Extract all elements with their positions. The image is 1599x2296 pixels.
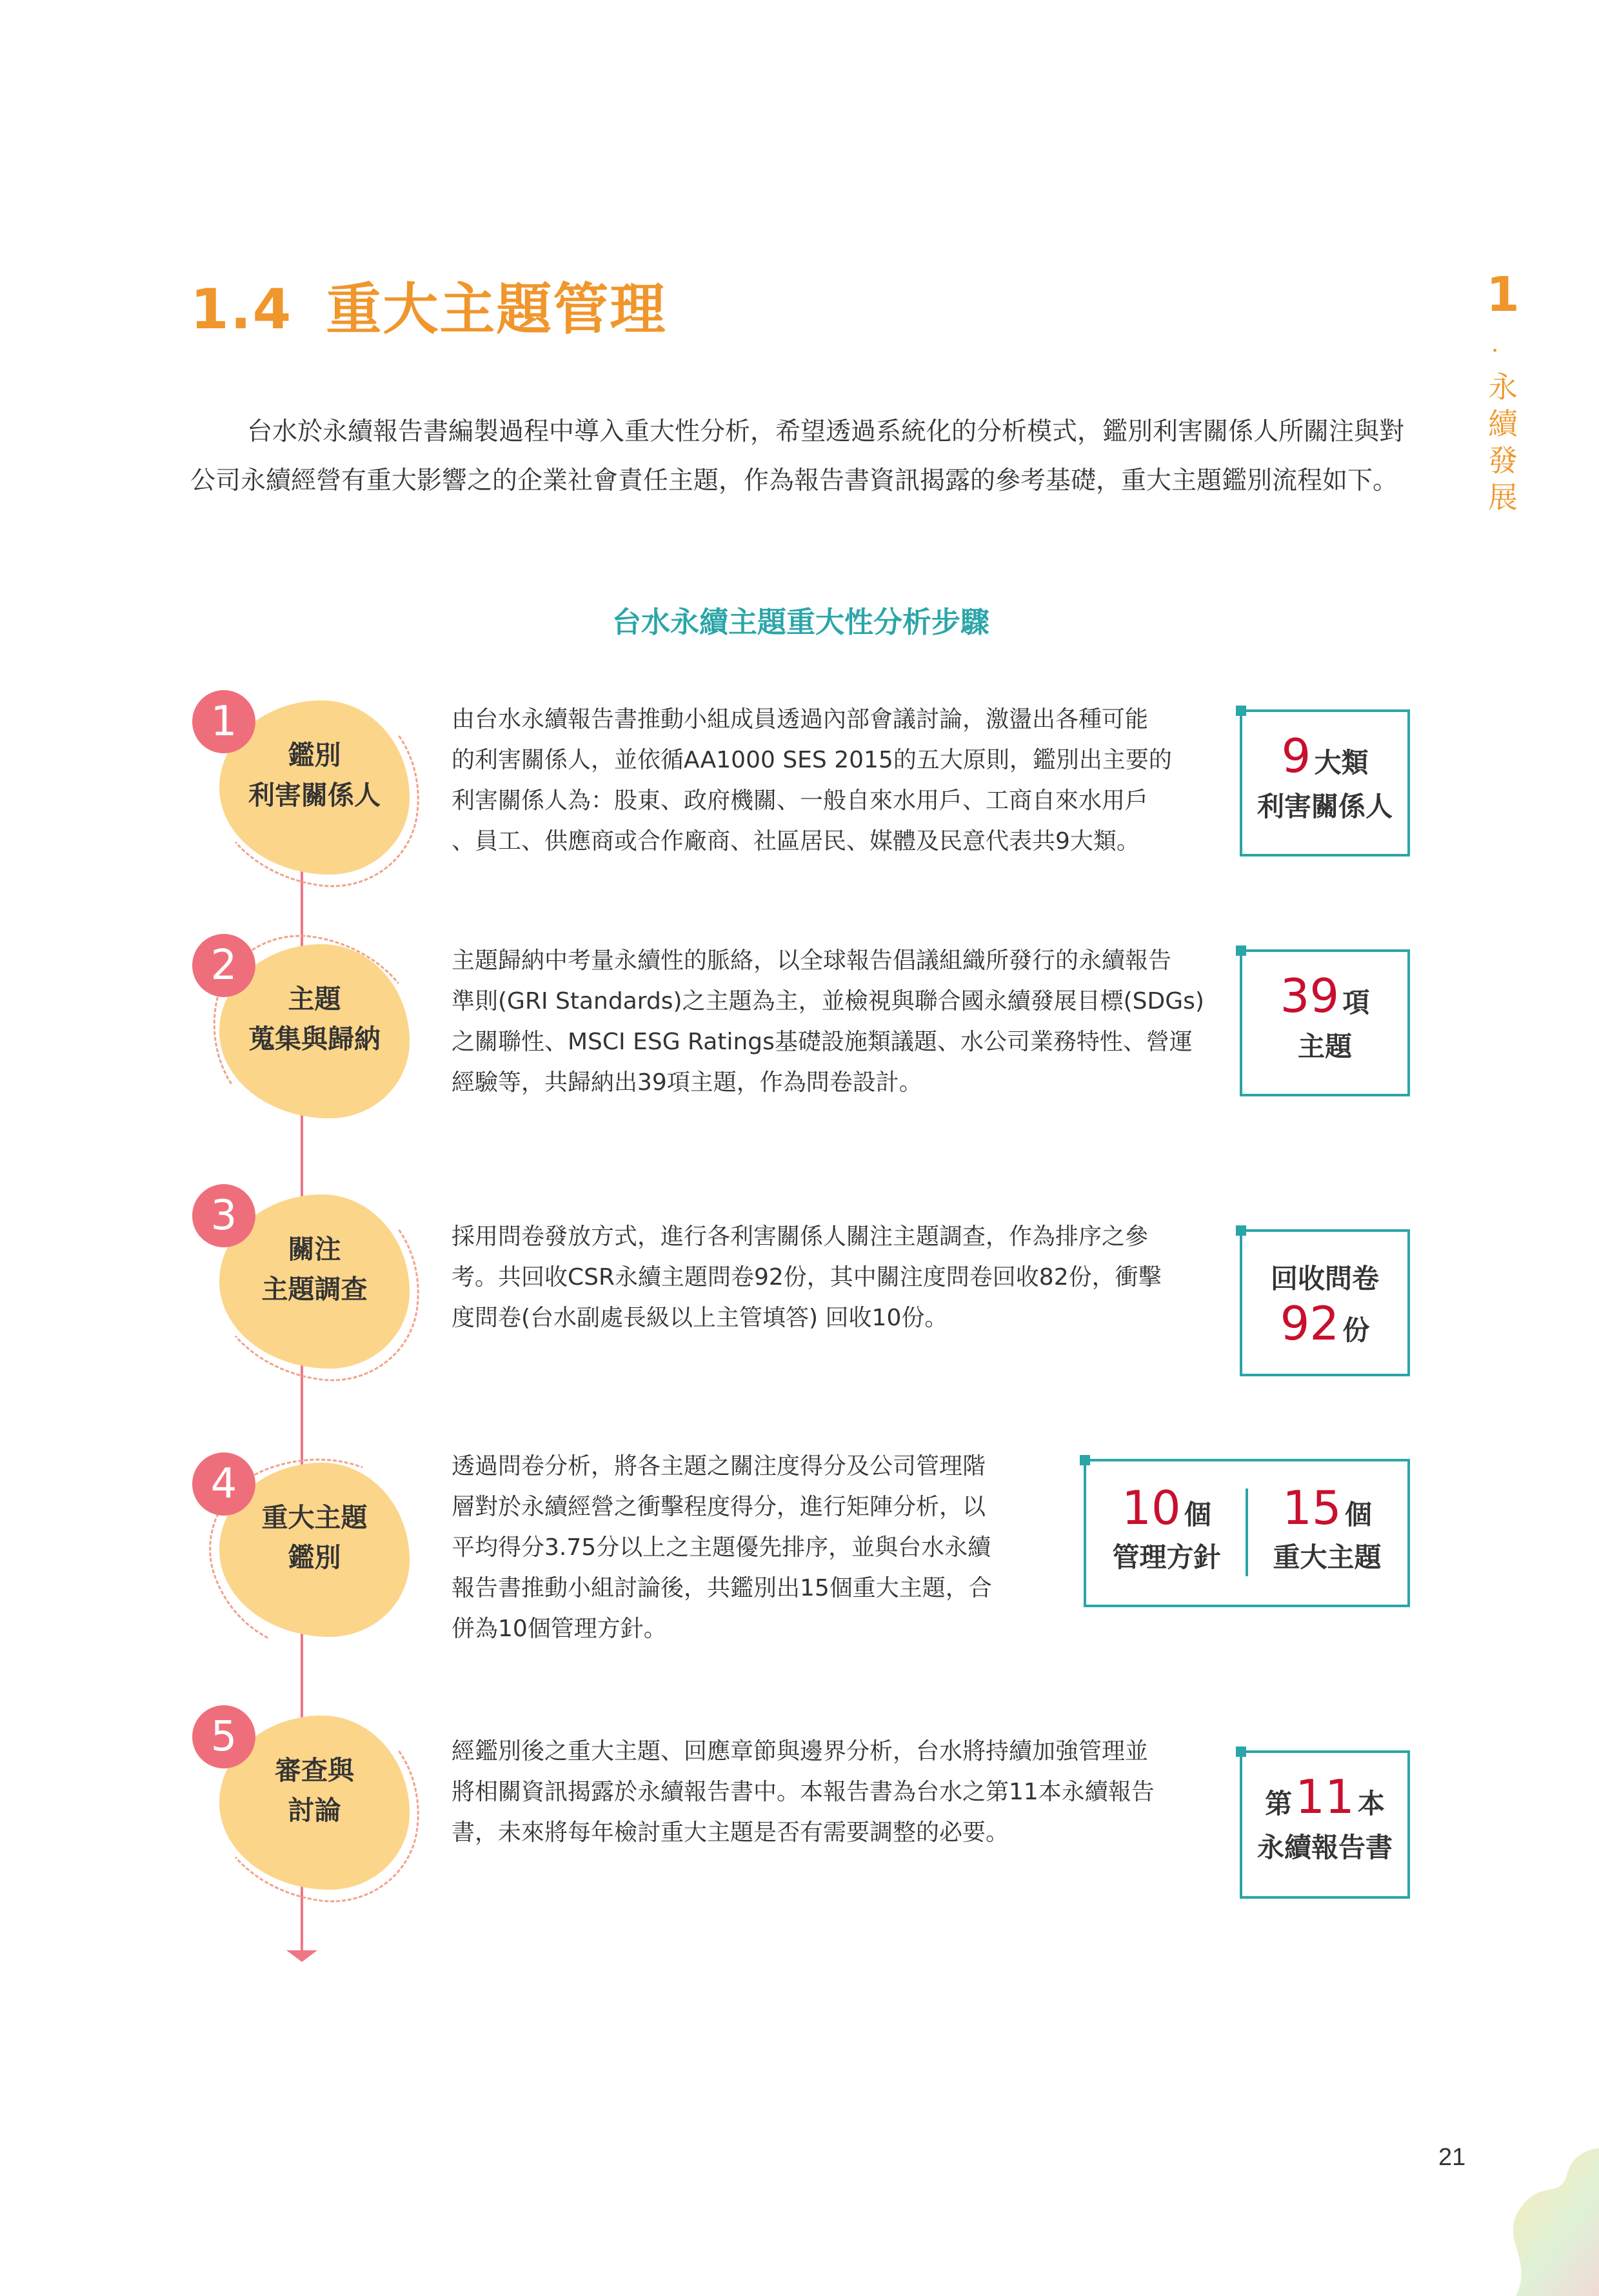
desc-line: 、員工、供應商或合作廠商、社區居民、媒體及民意代表共9大類。 [452, 828, 1140, 855]
stat-box [1240, 949, 1410, 1096]
stat-box [1240, 1750, 1410, 1899]
step-label [219, 979, 410, 1059]
step-description [452, 1216, 1162, 1338]
step-description [452, 1731, 1155, 1853]
step-description [452, 699, 1172, 862]
stat-box [1240, 709, 1410, 856]
desc-line: 準則(GRI Standards)之主題為主，並檢視與聯合國永續發展目標(SDGs) [452, 988, 1204, 1014]
step-label-line: 重大主題 [261, 1502, 368, 1533]
box-corner-marker [1080, 1455, 1090, 1465]
stat-caption: 永續報告書 [1256, 1832, 1393, 1863]
desc-line: 主題歸納中考量永續性的脈絡，以全球報告倡議組織所發行的永續報告 [452, 947, 1172, 974]
step-label-line: 審查與 [275, 1755, 354, 1786]
chapter-number: 1 [1486, 267, 1520, 322]
step-label [219, 1229, 410, 1309]
step-description [452, 1446, 992, 1649]
stat-unit: 個 [1184, 1499, 1211, 1530]
step-description [452, 940, 1204, 1103]
desc-line: 利害關係人為：股東、政府機關、一般自來水用戶、工商自來水用戶 [452, 787, 1149, 814]
desc-line: 書，未來將每年檢討重大主題是否有需要調整的必要。 [452, 1819, 1009, 1846]
step-label-line: 主題調查 [261, 1274, 368, 1305]
stat-caption: 主題 [1297, 1031, 1352, 1062]
desc-line: 由台水永續報告書推動小組成員透過內部會議討論，激盪出各種可能 [452, 706, 1149, 733]
chapter-dot: ． [1491, 331, 1515, 357]
desc-line: 併為10個管理方針。 [452, 1616, 667, 1642]
stat-caption: 重大主題 [1273, 1541, 1382, 1573]
chapter-char: 續 [1488, 406, 1518, 441]
stat-caption: 回收問卷 [1270, 1263, 1379, 1294]
step-number-badge: 2 [192, 934, 255, 997]
chapter-title-vertical [1477, 369, 1529, 516]
stat-value: 10 [1122, 1481, 1181, 1535]
desc-line: 報告書推動小組討論後，共鑑別出15個重大主題，合 [452, 1575, 992, 1601]
stat-value: 92 [1280, 1296, 1340, 1351]
step-number-badge: 1 [192, 690, 255, 753]
step-label [219, 1498, 410, 1578]
step-label-line: 蒐集與歸納 [248, 1024, 381, 1054]
section-number: 1.4 [190, 277, 293, 342]
stat-value: 39 [1280, 969, 1340, 1023]
step-label-line: 鑑別 [288, 740, 341, 771]
stat-value: 11 [1295, 1770, 1355, 1824]
stat-unit: 本 [1357, 1788, 1385, 1819]
step-label-line: 討論 [288, 1795, 341, 1826]
chapter-char: 永 [1488, 370, 1518, 404]
desc-line: 將相關資訊揭露於永續報告書中。本報告書為台水之第11本永續報告 [452, 1779, 1155, 1805]
subheading-text: 台水永續主題重大性分析步驟 [611, 605, 989, 639]
stat-value: 15 [1282, 1481, 1342, 1535]
stat-caption: 利害關係人 [1256, 791, 1393, 822]
step-label-line: 利害關係人 [248, 780, 381, 811]
stat-unit: 個 [1344, 1499, 1372, 1530]
stat-right [1247, 1481, 1407, 1575]
desc-line: 透過問卷分析，將各主題之關注度得分及公司管理階 [452, 1453, 986, 1480]
process-subheading [0, 599, 1599, 640]
desc-line: 的利害關係人，並依循AA1000 SES 2015的五大原則，鑑別出主要的 [452, 747, 1172, 773]
desc-line: 經驗等，共歸納出39項主題，作為問卷設計。 [452, 1069, 922, 1096]
step-blob [187, 690, 426, 884]
step-label [219, 735, 410, 815]
step-blob [187, 1452, 426, 1646]
box-corner-marker [1236, 945, 1246, 956]
step-number-badge: 4 [192, 1452, 255, 1516]
desc-line: 之關聯性、MSCI ESG Ratings基礎設施類議題、水公司業務特性、營運 [452, 1029, 1193, 1055]
step-number-badge: 3 [192, 1184, 255, 1247]
desc-line: 平均得分3.75分以上之主題優先排序，並與台水永續 [452, 1534, 991, 1561]
step-blob [187, 1705, 426, 1899]
stat-unit: 項 [1342, 987, 1370, 1018]
stat-unit: 大類 [1314, 747, 1369, 778]
section-title-text: 重大主題管理 [326, 277, 667, 342]
stat-box [1240, 1229, 1410, 1376]
section-title [190, 264, 666, 344]
step-label-line: 主題 [288, 984, 341, 1014]
chapter-char: 發 [1488, 443, 1518, 478]
box-corner-marker [1236, 1747, 1246, 1757]
box-corner-marker [1236, 1225, 1246, 1236]
step-label-line: 關注 [288, 1234, 341, 1265]
page-number: 21 [1438, 2144, 1466, 2171]
step-label [219, 1750, 410, 1830]
desc-line: 層對於永續經營之衝擊程度得分，進行矩陣分析，以 [452, 1494, 986, 1520]
chapter-side-tab [1477, 267, 1529, 516]
stat-value: 9 [1281, 729, 1311, 783]
stat-left [1086, 1481, 1247, 1575]
desc-line: 考。共回收CSR永續主題問卷92份，其中關注度問卷回收82份，衝擊 [452, 1264, 1162, 1291]
box-corner-marker [1236, 706, 1246, 716]
step-number-badge: 5 [192, 1705, 255, 1768]
intro-paragraph: 台水於永續報告書編製過程中導入重大性分析，希望透過系統化的分析模式，鑑別利害關係人所關注與對公司永續經營有重大影響之的企業社會責任主題，作為報告書資訊揭露的參考基礎，重大主題鑑別流程如下。 [190, 417, 1405, 495]
step-blob [187, 1184, 426, 1378]
stat-prefix: 第 [1265, 1788, 1293, 1819]
desc-line: 度問卷(台水副處長級以上主管填答) 回收10份。 [452, 1305, 948, 1331]
step-label-line: 鑑別 [288, 1542, 341, 1573]
desc-line: 採用問卷發放方式，進行各利害關係人關注主題調查，作為排序之參 [452, 1223, 1149, 1250]
desc-line: 經鑑別後之重大主題、回應章節與邊界分析，台水將持續加強管理並 [452, 1738, 1149, 1765]
timeline-arrow-head [286, 1950, 317, 1962]
chapter-char: 展 [1488, 480, 1518, 515]
step-blob [187, 934, 426, 1127]
stat-caption: 管理方針 [1112, 1541, 1221, 1573]
stat-box-double [1084, 1459, 1410, 1607]
stat-unit: 份 [1342, 1314, 1370, 1346]
